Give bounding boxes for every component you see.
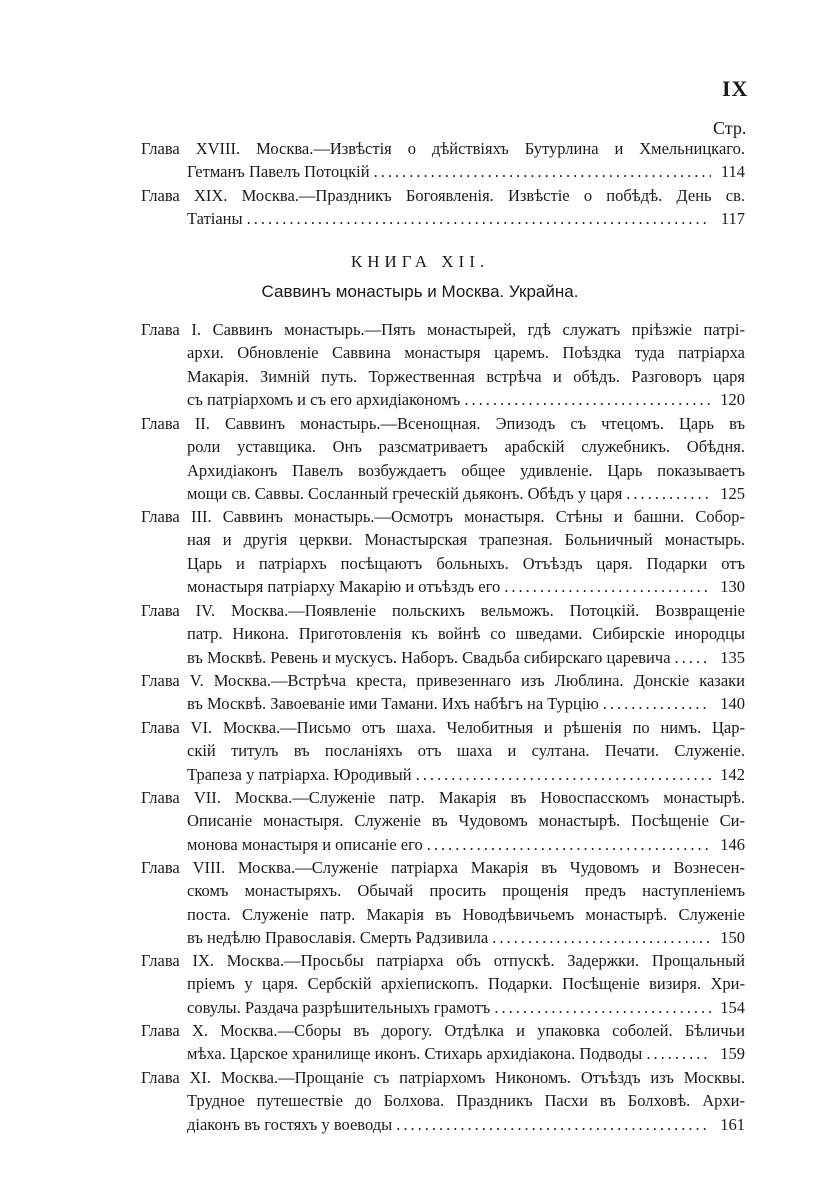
entry-line: ная и другія церкви. Монастырская трапезная. Больничный монастырь. [187,530,745,550]
page-ref: 125 [720,484,745,504]
entry-text: въ Москвѣ. Ревень и мускусъ. Наборъ. Свадьба сибирскаго царевича [187,647,671,667]
page-ref: 150 [720,928,745,948]
entry-line: Трудное путешествіе до Болхова. Праздникъ Пасхи въ Болховѣ. Архи- [187,1091,745,1111]
entry-line: Глава IX. Москва.—Просьбы патріарха объ отпускѣ. Задержки. Прощальный [141,951,745,970]
toc-entry-11 [141,1066,745,1136]
leader-dots [396,1113,711,1136]
toc-entry-4 [141,599,745,669]
entry-line: Глава II. Саввинъ монастырь.—Всенощная. Эпизодъ съ чтецомъ. Царь въ [141,414,745,433]
entry-line: Глава XVIII. Москва.—Извѣстія о дѣйствіяхъ Бутурлина и Хмельницкаго. [141,139,745,158]
page-ref: 159 [720,1044,745,1064]
entry-line: Глава VIII. Москва.—Служеніе патріарха Макарія въ Чудовомъ и Вознесен- [141,858,745,877]
toc-entry-6 [141,716,745,786]
entry-text: Гетманъ Павелъ Потоцкій [187,162,370,182]
toc-entry-7 [141,786,745,856]
entry-text: совулы. Раздача разрѣшительныхъ грамотъ [187,997,491,1017]
page-ref: 146 [720,834,745,854]
entry-line: скомъ монастыряхъ. Обычай просить прощенія предъ наступленіемъ [187,881,745,901]
entry-line: Описаніе монастыря. Служеніе въ Чудовомъ монастырѣ. Посѣщеніе Си- [187,811,745,831]
page-ref: 130 [720,577,745,597]
leader-dots [494,996,711,1019]
entry-line: пріемъ у царя. Сербскій архіепископъ. Подарки. Посѣщеніе визиря. Хри- [187,974,745,994]
entry-line: роли уставщика. Онъ разсматриваетъ арабскій служебникъ. Обѣдня. [187,437,745,457]
entry-last-line [141,926,745,949]
page-ref: 142 [720,764,745,784]
entry-text: съ патріархомъ и съ его архидіакономъ [187,390,461,410]
page-ref: 161 [720,1114,745,1134]
entry-line: скій титулъ въ посланіяхъ отъ шаха и султана. Печати. Служеніе. [187,741,745,761]
leader-dots [626,482,711,505]
toc-entry-1 [141,318,745,412]
entry-text: въ Москвѣ. Завоеваніе ими Тамани. Ихъ набѣгъ на Турцію [187,694,599,714]
entry-text: въ недѣлю Православія. Смерть Радзивила [187,928,489,948]
entry-line: Глава V. Москва.—Встрѣча креста, привезеннаго изъ Люблина. Донскіе казаки [141,671,745,690]
leader-dots [416,763,711,786]
leader-dots [492,926,711,949]
toc-entry-9 [141,949,745,1019]
toc-entry-18 [141,137,745,184]
entry-line: Глава IV. Москва.—Появленіе польскихъ вельможъ. Потоцкій. Возвращеніе [141,601,745,620]
entry-line: Царь и патріархъ посѣщаютъ больныхъ. Отъѣздъ царя. Подарки отъ [187,553,745,573]
toc-entry-19 [141,184,745,231]
page-ref: 114 [720,162,745,182]
leader-dots [675,646,711,669]
entry-text: монова монастыря и описаніе его [187,834,423,854]
page-ref: 140 [720,694,745,714]
entry-line: Глава XI. Москва.—Прощаніе съ патріархомъ Никономъ. Отъѣздъ изъ Москвы. [141,1068,745,1087]
leader-dots [464,388,711,411]
entry-text: Трапеза у патріарха. Юродивый [187,764,412,784]
entry-last-line [141,1042,745,1065]
book-title: КНИГА XII. [350,252,490,271]
entry-last-line [141,1113,745,1136]
page-column-label: Стр. [713,118,747,138]
entry-line: Глава III. Саввинъ монастырь.—Осмотръ монастыря. Стѣны и башни. Собор- [141,507,745,526]
entry-text: мѣха. Царское хранилище иконъ. Стихарь архидіакона. Подводы [187,1044,643,1064]
entry-line: Макарія. Зимній путь. Торжественная встрѣча и обѣдъ. Разговоръ царя [187,366,745,386]
page-ref: 120 [720,390,745,410]
entry-line: патр. Никона. Приготовленія къ войнѣ со шведами. Сибирскіе инородцы [187,624,745,644]
entry-text: діаконъ въ гостяхъ у воеводы [187,1114,393,1134]
entry-last-line [141,692,745,715]
page-ref: 154 [720,997,745,1017]
entry-line: архи. Обновленіе Саввина монастыря царемъ. Поѣздка туда патріарха [187,343,745,363]
entry-text: монастыря патріарху Макарію и отъѣздъ его [187,577,501,597]
entry-last-line [141,388,745,411]
entry-last-line [141,160,745,183]
toc-entry-5 [141,669,745,716]
entry-last-line [141,833,745,856]
page-ref: 135 [720,647,745,667]
entry-line: Глава I. Саввинъ монастырь.—Пять монастырей, гдѣ служатъ пріѣзжіе патрі- [141,320,745,339]
entry-line: Глава XIX. Москва.—Праздникъ Богоявленія. Извѣстіе о побѣдѣ. День св. [141,186,745,205]
book-subtitle: Саввинъ монастырь и Москва. Украйна. [261,282,579,301]
page-number: IX [722,76,749,101]
entry-line: Глава X. Москва.—Сборы въ дорогу. Отдѣлка и упаковка соболей. Бѣличьи [141,1021,745,1040]
entry-last-line [141,646,745,669]
leader-dots [504,575,711,598]
entry-last-line [141,763,745,786]
entry-line: поста. Служеніе патр. Макарія въ Новодѣвичьемъ монастырѣ. Служеніе [187,904,745,924]
toc-entry-10 [141,1019,745,1066]
entry-line: Глава VII. Москва.—Служеніе патр. Макарія въ Новоспасскомъ монастырѣ. [141,788,745,807]
entry-last-line [141,207,745,230]
entry-text: мощи св. Саввы. Сосланный греческій дьяконъ. Обѣдъ у царя [187,484,623,504]
leader-dots [427,833,711,856]
entry-last-line [141,482,745,505]
entry-text: Татіаны [187,209,243,229]
toc-entry-3 [141,505,745,599]
leader-dots [603,692,711,715]
toc-entry-2 [141,412,745,506]
entry-last-line [141,996,745,1019]
leader-dots [646,1042,711,1065]
entry-line: Глава VI. Москва.—Письмо отъ шаха. Челобитныя и рѣшенія по нимъ. Цар- [141,718,745,737]
entry-last-line [141,575,745,598]
page-ref: 117 [720,209,745,229]
leader-dots [374,160,711,183]
entry-line: Архидіаконъ Павелъ возбуждаетъ общее удивленіе. Царь показываетъ [187,460,745,480]
leader-dots [247,207,711,230]
toc-entry-8 [141,856,745,950]
